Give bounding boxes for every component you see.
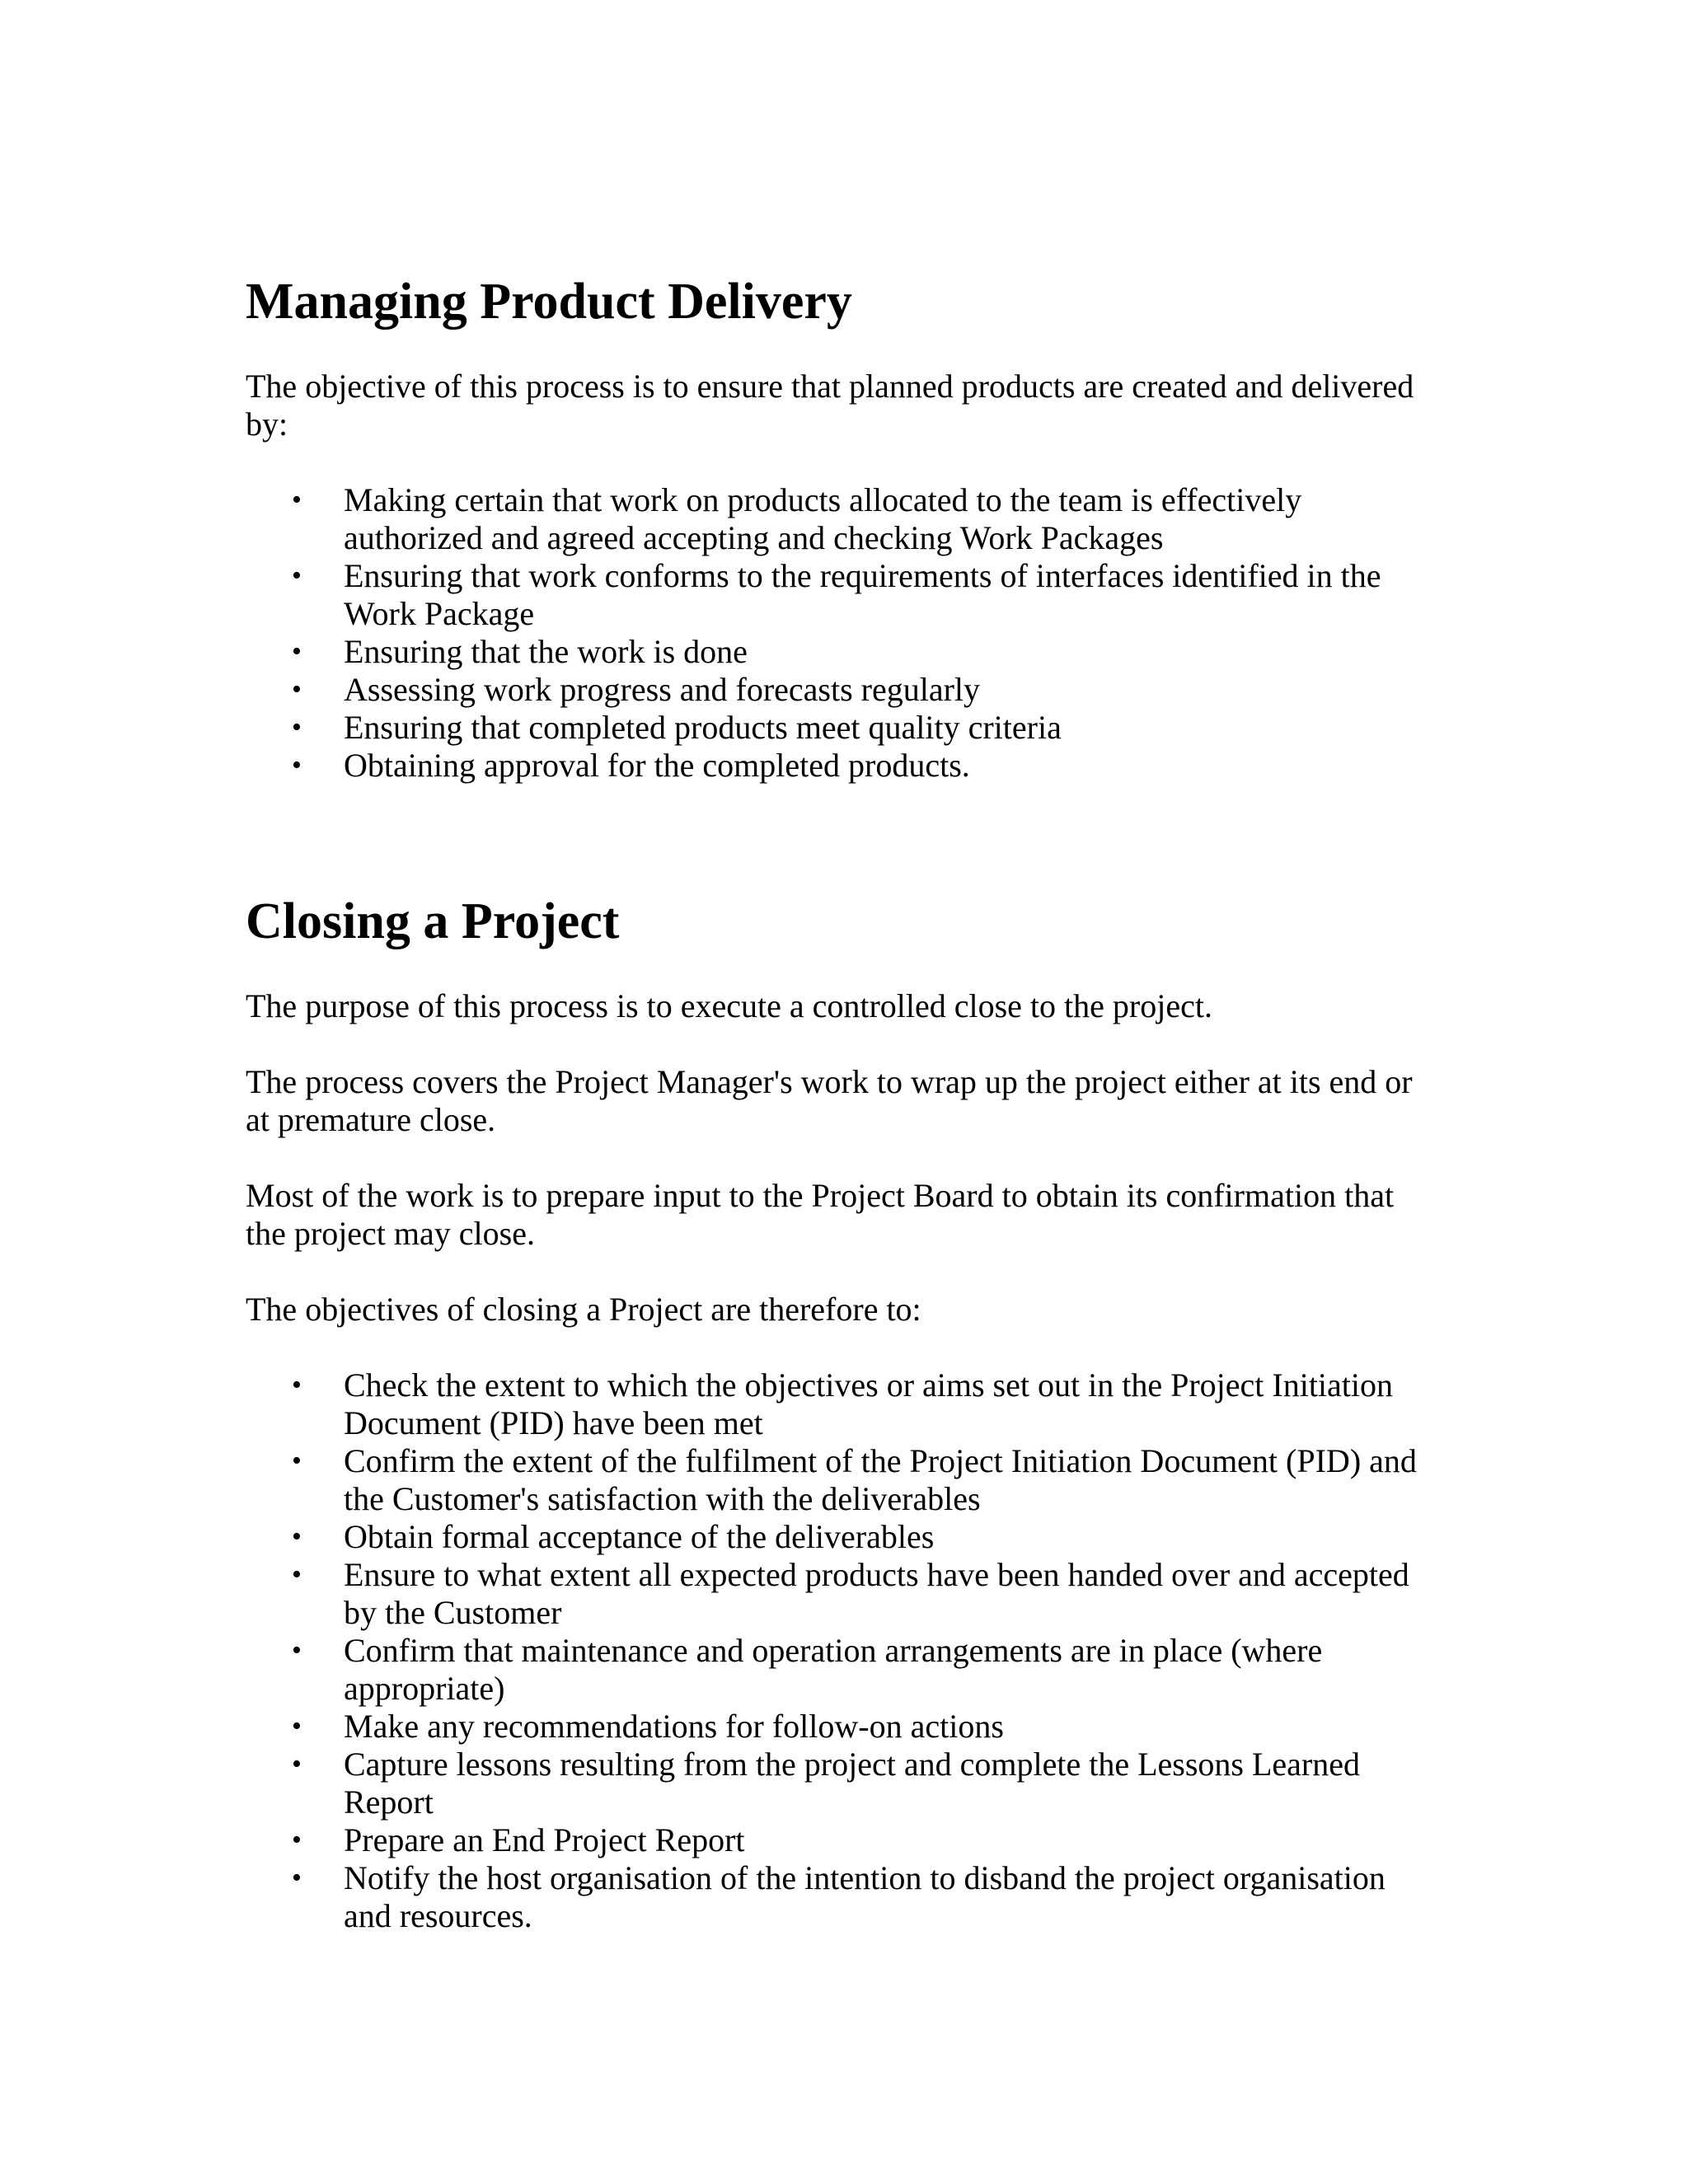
list-item: • Prepare an End Project Report	[246, 1821, 1441, 1859]
objectives-list	[246, 481, 1441, 785]
list-item: • Obtaining approval for the completed products.	[246, 747, 1441, 785]
paragraph: The process covers the Project Manager's work to wrap up the project either at its end or at premature close.	[246, 1063, 1413, 1138]
list-item: • Obtain formal acceptance of the deliverables	[246, 1518, 1441, 1556]
section-title-closing-a-project: Closing a Project	[246, 893, 620, 949]
list-item: • Check the extent to which the objectives or aims set out in the Project Initiation Document (PID) have been met	[246, 1366, 1441, 1442]
paragraph: Most of the work is to prepare input to the Project Board to obtain its confirmation that the project may close.	[246, 1177, 1395, 1252]
document-content	[246, 272, 1441, 1935]
list-item: • Ensuring that work conforms to the requirements of interfaces identified in the Work Package	[246, 557, 1441, 633]
list-item: • Confirm the extent of the fulfilment of the Project Initiation Document (PID) and the Customer's satisfaction with the deliverables	[246, 1442, 1441, 1518]
paragraph: The purpose of this process is to execute a controlled close to the project.	[246, 987, 1212, 1024]
list-item: • Making certain that work on products allocated to the team is effectively authorized and agreed accepting and checking Work Packages	[246, 481, 1441, 557]
paragraph: The objectives of closing a Project are therefore to:	[246, 1291, 921, 1328]
list-item: • Make any recommendations for follow-on actions	[246, 1708, 1441, 1746]
list-item: • Ensuring that completed products meet quality criteria	[246, 709, 1441, 747]
list-item: • Assessing work progress and forecasts regularly	[246, 671, 1441, 709]
list-item: • Ensure to what extent all expected products have been handed over and accepted by the Customer	[246, 1556, 1441, 1632]
list-item: • Capture lessons resulting from the project and complete the Lessons Learned Report	[246, 1746, 1441, 1821]
list-item: • Notify the host organisation of the intention to disband the project organisation and resources.	[246, 1859, 1441, 1935]
list-item: • Ensuring that the work is done	[246, 633, 1441, 671]
section-title-managing-product-delivery: Managing Product Delivery	[246, 274, 852, 330]
closing-objectives-list	[246, 1366, 1441, 1935]
list-item: • Confirm that maintenance and operation arrangements are in place (where appropriate)	[246, 1632, 1441, 1708]
section-intro-paragraph: The objective of this process is to ensure that planned products are created and delivered by:	[246, 368, 1414, 443]
